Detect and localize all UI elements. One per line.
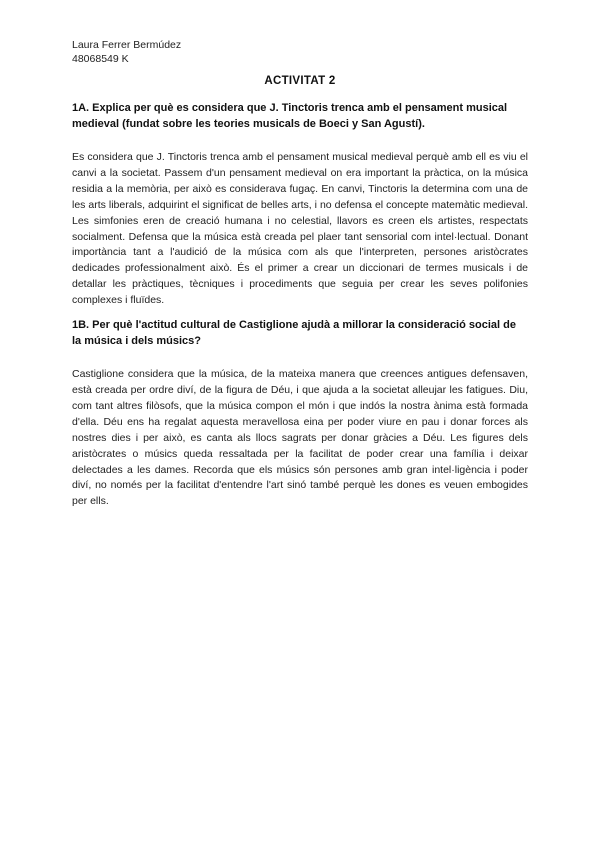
answer-paragraph: Castiglione considera que la música, de la mateixa manera que creences antigues defensaven, està creada per ordre diví, de la figura de Déu, i que ajuda a la societat alleujar les fatigues. Diu, com tant altres filòsofs, que la música compon el món i que indós la nostra ànima està formada d'ella. Déu ens ha regalat aquesta meravellosa eina per poder viure en pau i donar forces als nostres dies i per això, es canta als llocs sagrats per donar gràcies a Déu. Les figures dels aristòcrates o músics queda ressaltada per la facilitat de poder crear una família i deixar delectades a les dames. Recorda que els músics són persones amb gran intel·ligència i poder diví, no només per la facilitat d'entendre l'art sinó també perquè les dones es veuen embogides per ells.: [72, 368, 528, 508]
section-1b: [72, 318, 528, 510]
question-heading: 1A. Explica per què es considera que J. Tinctoris trenca amb el pensament musical medieval (fundat sobre les teories musicals de Boeci y San Agustí).: [72, 102, 508, 130]
question-heading: 1B. Per què l'actitud cultural de Castiglione ajudà a millorar la consideració social de la música i dels músics?: [72, 319, 516, 347]
student-id: 48068549 K: [72, 53, 129, 65]
answer-paragraph: Es considera que J. Tinctoris trenca amb el pensament musical medieval perquè amb ell es viu el canvi a la societat. Passem d'un pensament medieval on era important la pràctica, on la música residia a la memòria, per això es considerava fugaç. En canvi, Tinctoris la determina com una de les arts liberals, adquirint el significat de belles arts, i no defensa el concepte matemàtic medieval. Les simfonies eren de creació humana i no celestial, llavors es creen els artistes, respectats socialment. Defensa que la música està creada pel plaer tant sensorial com intel·lectual. Donant importància tant a l'audició de la música com als que l'interpreten, persones aristòcrates dedicades professionalment això. És el primer a crear un diccionari de termes musicals i de detallar les pràctiques, tècniques i procediments que seguia per crear les seves polifonies complexes i fluïdes.: [72, 151, 528, 307]
section-1a: [72, 101, 528, 309]
document-title: ACTIVITAT 2: [264, 75, 336, 87]
document-body: [72, 101, 528, 519]
author-block: [72, 38, 181, 66]
author-name: Laura Ferrer Bermúdez: [72, 39, 182, 51]
